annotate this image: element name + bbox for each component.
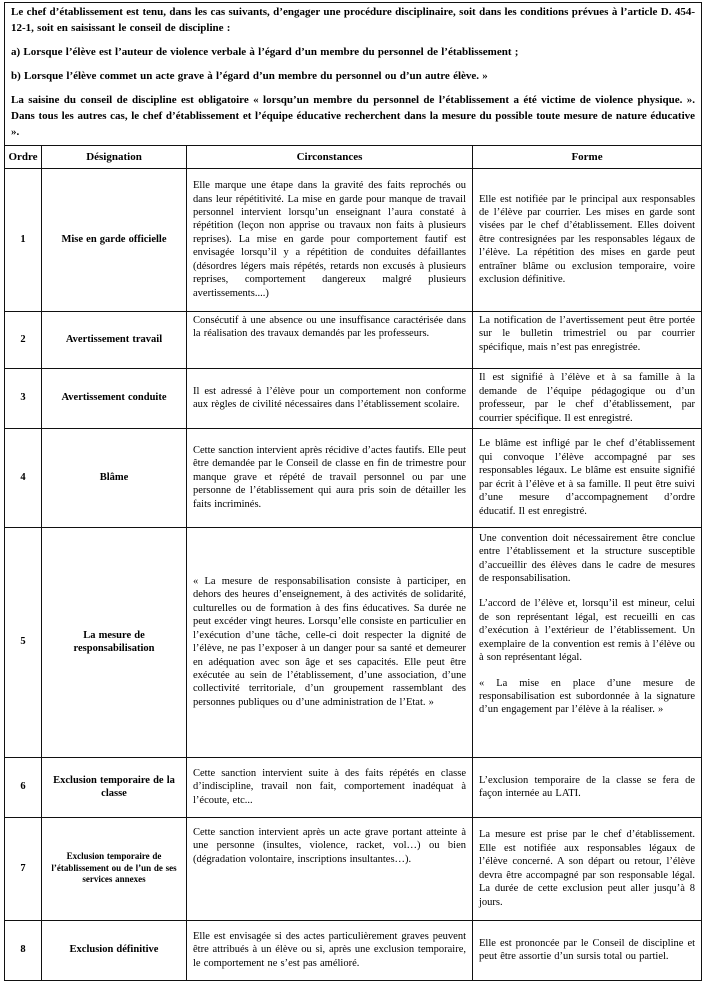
table-row (5, 368, 702, 428)
discipline-table (4, 2, 702, 981)
ordre-cell: 5 (5, 527, 42, 757)
circonstances-cell (187, 920, 473, 980)
table-row (5, 920, 702, 980)
circonstances-cell (187, 757, 473, 817)
document-page (4, 2, 703, 981)
paragraph: Elle est prononcée par le Conseil de discipline et peut être assortie d’un sursis total ou partiel. (479, 937, 696, 963)
circonstances-cell (187, 527, 473, 757)
ordre-cell: 8 (5, 920, 42, 980)
forme-cell (473, 757, 702, 817)
column-header-circonstances: Circonstances (187, 145, 473, 168)
circonstances-cell (187, 428, 473, 527)
designation-cell: Avertissement travail (42, 311, 187, 368)
paragraph: La mesure est prise par le chef d’établissement. Elle est notifiée aux responsables légaux de l’élève concerné. A son départ ou retour, l’élève devra être accompagné par son responsable légal. La durée de cette exclusion peut aller jusqu’à 8 jours. (479, 829, 696, 908)
forme-cell (473, 311, 702, 368)
paragraph: Consécutif à une absence ou une insuffisance caractérisée dans la réalisation des travaux demandés par les professeurs. (193, 314, 466, 340)
paragraph: Il est adressé à l’élève pour un comportement non conforme aux règles de civilité nécessaires dans l’établissement scolaire. (193, 385, 466, 411)
intro-paragraph: b) Lorsque l’élève commet un acte grave à l’égard d’un membre du personnel ou d’un autre élève. » (11, 69, 488, 82)
column-header-forme: Forme (473, 145, 702, 168)
forme-cell (473, 527, 702, 757)
forme-cell (473, 817, 702, 920)
paragraph: Cette sanction intervient après récidive d’actes fautifs. Elle peut être demandée par le Conseil de classe en fin de trimestre pour manque grave et répété de travail personnel ou par une personne de l’établissement qui aura pris soin de détailler les faits incriminés. (193, 445, 466, 510)
paragraph: Il est signifié à l’élève et à sa famille à la demande de l’équipe pédagogique ou d’un professeur, par le chef d’établissement, par courrier spécifique. Il est enregistré. (479, 372, 696, 424)
intro-paragraph: La saisine du conseil de discipline est obligatoire « lorsqu’un membre du personnel de l’établissement a été victime de violence physique. ». Dans tous les autres cas, le chef d’établissement et l’équipe éducative recherchent dans la mesure du possible toute mesure de nature éducative ». (11, 93, 696, 138)
paragraph: Une convention doit nécessairement être conclue entre l’établissement et la structure susceptible d’accueillir des élèves dans le cadre de mesures de responsabilisation. (479, 532, 696, 584)
paragraph: « La mise en place d’une mesure de responsabilisation est subordonnée à la signature d’un engagement par l’élève à la réaliser. » (479, 677, 696, 716)
designation-cell: Blâme (42, 428, 187, 527)
table-row (5, 311, 702, 368)
paragraph: Cette sanction intervient après un acte grave portant atteinte à une personne (insultes, violence, racket, vol…) ou bien (dégradation volontaire, inscriptions insultantes…). (193, 826, 466, 865)
paragraph: L’exclusion temporaire de la classe se fera de façon internée au LATI. (479, 774, 696, 800)
designation-cell: Mise en garde officielle (42, 168, 187, 311)
ordre-cell: 2 (5, 311, 42, 368)
paragraph: Elle est notifiée par le principal aux responsables de l’élève par courrier. Les mises en garde sont visées par le chef d’établissement. Elles doivent être contresignées par les responsables légaux de l’élève. La répétition des mises en garde peut entraîner blâme ou exclusion temporaire, voire exclusion définitive. (479, 193, 696, 286)
table-row (5, 817, 702, 920)
designation-cell: La mesure de responsabilisation (42, 527, 187, 757)
forme-cell (473, 428, 702, 527)
ordre-cell: 4 (5, 428, 42, 527)
ordre-cell: 7 (5, 817, 42, 920)
paragraph: « La mesure de responsabilisation consiste à participer, en dehors des heures d’enseignement, à des activités de solidarité, culturelles ou de formation à des fins éducatives. Sa durée ne peut excéder vingt heures. Lorsqu’elle consiste en particulier en l’exécution d’une tâche, celle-ci doit respecter la dignité de l’élève, ne pas l’exposer à un danger pour sa santé et demeurer en adéquation avec son âge et ses capacités. Elle peut être exécutée au sein de l’établissement, d’une association, d’une collectivité territoriale, d’un groupement rassemblant des personnes publiques ou d’une administration de l’Etat. » (193, 575, 466, 708)
designation-cell: Exclusion temporaire de la classe (42, 757, 187, 817)
table-row (5, 428, 702, 527)
table-header-row (5, 145, 702, 168)
paragraph: Cette sanction intervient suite à des faits répétés en classe d’indiscipline, travail non fait, comportement inadéquat à l’écoute, etc... (193, 767, 466, 806)
paragraph: La notification de l’avertissement peut être portée sur le bulletin trimestriel ou par courrier spécifique, mais n’est pas enregistrée. (479, 314, 696, 353)
table-row (5, 168, 702, 311)
circonstances-cell (187, 168, 473, 311)
circonstances-cell (187, 817, 473, 920)
intro-cell (5, 3, 702, 146)
designation-cell: Avertissement conduite (42, 368, 187, 428)
intro-row (5, 3, 702, 146)
forme-cell (473, 368, 702, 428)
circonstances-cell (187, 311, 473, 368)
designation-cell: Exclusion définitive (42, 920, 187, 980)
column-header-ordre: Ordre (5, 145, 42, 168)
paragraph: Elle marque une étape dans la gravité des faits reprochés ou dans leur répétitivité. La mise en garde pour manque de travail personnel intervient lorsqu’un enseignant l’aura constaté à répétition (leçon non apprise ou travaux non faits à plusieurs reprises). La mise en garde pour comportement fautif est envisagée lorsqu’il y a répétition de conduites défaillantes (désordres légers mais répétés, retards non excusés à plusieurs reprises, comportement dangereux malgré plusieurs avertissements....) (193, 180, 466, 299)
table-row (5, 757, 702, 817)
forme-cell (473, 920, 702, 980)
intro-paragraph: Le chef d’établissement est tenu, dans les cas suivants, d’engager une procédure disciplinaire, soit dans les conditions prévues à l’article D. 454-12-1, soit en saisissant le conseil de discipline : (11, 6, 696, 34)
designation-cell: Exclusion temporaire de l’établissement ou de l’un de ses services annexes (42, 817, 187, 920)
paragraph: Elle est envisagée si des actes particulièrement graves peuvent être attribués à un élève ou si, après une exclusion temporaire, le comportement ne s’est pas amélioré. (193, 930, 466, 969)
ordre-cell: 3 (5, 368, 42, 428)
column-header-designation: Désignation (42, 145, 187, 168)
paragraph: Le blâme est infligé par le chef d’établissement qui convoque l’élève accompagné par ses responsables légaux. Le blâme est ensuite signifié par écrit à l’élève et à sa famille. Il peut être suivi d’une mesure d’accompagnement d’ordre éducatif. Il est enregistré. (479, 438, 696, 517)
paragraph: L’accord de l’élève et, lorsqu’il est mineur, celui de son représentant légal, est recueilli en cas d’exécution à l’extérieur de l’établissement. Un exemplaire de la convention est remis à l’élève ou à son représentant légal. (479, 598, 696, 664)
circonstances-cell (187, 368, 473, 428)
table-row (5, 527, 702, 757)
intro-paragraph: a) Lorsque l’élève est l’auteur de violence verbale à l’égard d’un membre du personnel de l’établissement ; (11, 45, 519, 58)
ordre-cell: 1 (5, 168, 42, 311)
forme-cell (473, 168, 702, 311)
ordre-cell: 6 (5, 757, 42, 817)
